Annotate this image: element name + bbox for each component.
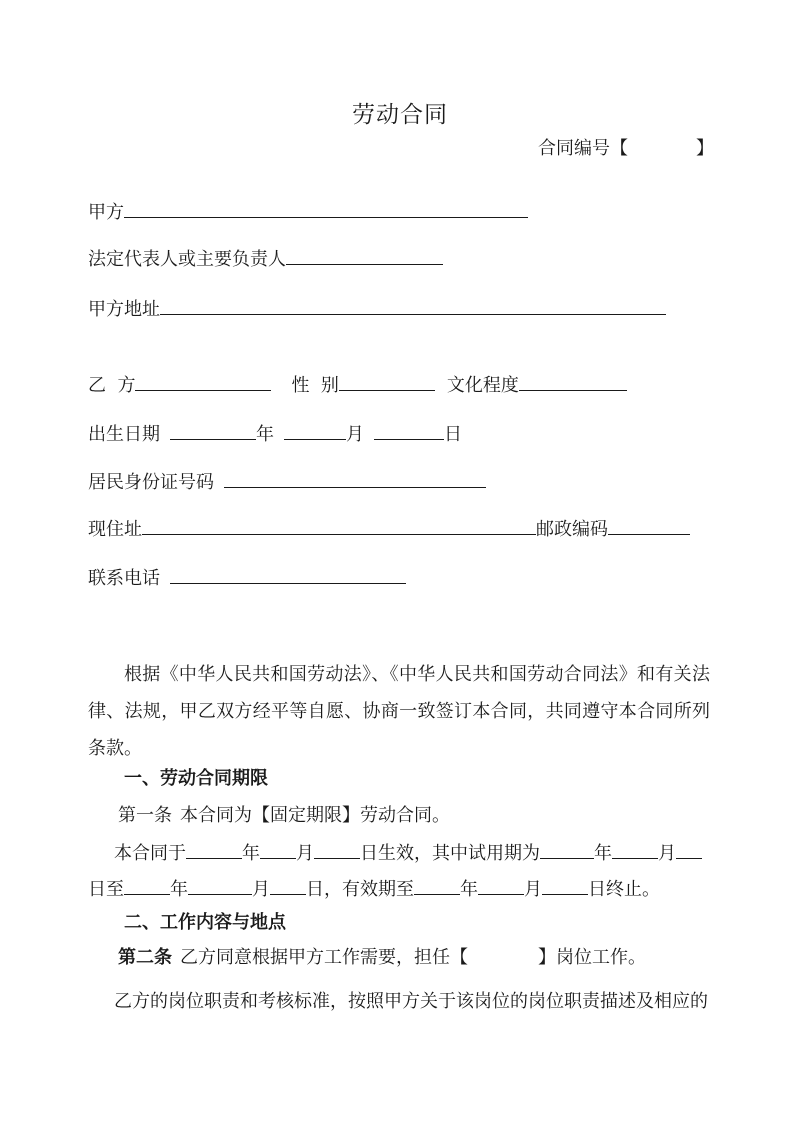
id-number-label: 居民身份证号码	[88, 472, 214, 493]
article2-label: 第二条	[118, 947, 172, 968]
party-a-name-blank[interactable]	[124, 199, 528, 218]
party-b-address-row	[88, 516, 690, 542]
contract-number	[538, 137, 714, 161]
birth-year-blank[interactable]	[170, 421, 256, 440]
period-end-text: 日终止。	[588, 879, 660, 900]
duty-text: 乙方的岗位职责和考核标准，按照甲方关于该岗位的岗位职责描述及相应的	[114, 991, 708, 1012]
start-month-blank[interactable]	[260, 840, 296, 859]
birth-month-blank[interactable]	[284, 421, 346, 440]
birth-date-label: 出生日期	[88, 424, 160, 445]
id-number-row	[88, 469, 486, 495]
probation-month-blank[interactable]	[612, 840, 658, 859]
contract-number-close: 】	[696, 138, 714, 159]
period-line-2	[88, 876, 660, 902]
section1-heading: 一、劳动合同期限	[124, 768, 268, 789]
id-number-blank[interactable]	[224, 469, 486, 488]
phone-row	[88, 565, 406, 591]
probation-end-year-blank[interactable]	[124, 876, 170, 895]
contract-number-label: 合同编号【	[538, 138, 628, 159]
party-a-address-label: 甲方地址	[88, 299, 160, 320]
end-month-blank[interactable]	[478, 876, 524, 895]
party-a-rep-row	[88, 246, 443, 272]
start-year-label: 年	[242, 843, 260, 864]
party-b-row	[88, 372, 627, 398]
party-a-rep-label: 法定代表人或主要负责人	[88, 249, 286, 270]
party-b-address-blank[interactable]	[142, 516, 536, 535]
start-year-blank[interactable]	[186, 840, 242, 859]
birth-day-label: 日	[444, 424, 462, 445]
article1-label: 第一条	[118, 805, 172, 826]
probation-end-month-blank[interactable]	[188, 876, 252, 895]
page-title: 劳动合同	[352, 102, 448, 128]
article2	[118, 946, 646, 970]
party-b-address-label: 现住址	[88, 519, 142, 540]
probation-month-label: 月	[658, 843, 676, 864]
party-b-education-label: 文化程度	[446, 375, 519, 396]
period-line-1	[114, 840, 702, 866]
period-prefix: 本合同于	[114, 843, 186, 864]
party-b-gender-label: 性 别	[291, 375, 339, 396]
party-a-name-label: 甲方	[88, 202, 124, 223]
start-month-label: 月	[296, 843, 314, 864]
party-b-gender-blank[interactable]	[339, 372, 435, 391]
phone-label: 联系电话	[88, 568, 160, 589]
party-a-address-row	[88, 296, 666, 322]
article2-text-a: 乙方同意根据甲方工作需要，担任【	[180, 947, 468, 968]
probation-end-day-blank[interactable]	[270, 876, 306, 895]
period-to-text: 日至	[88, 879, 124, 900]
party-a-name-row	[88, 199, 528, 225]
party-b-name-label: 乙 方	[88, 375, 136, 396]
birth-month-label: 月	[346, 424, 364, 445]
phone-blank[interactable]	[170, 565, 406, 584]
party-a-rep-blank[interactable]	[286, 246, 443, 265]
end-year-label: 年	[460, 879, 478, 900]
birth-day-blank[interactable]	[374, 421, 444, 440]
end-day-blank[interactable]	[542, 876, 588, 895]
birth-year-label: 年	[256, 424, 274, 445]
start-day-blank[interactable]	[314, 840, 360, 859]
section2-heading: 二、工作内容与地点	[124, 912, 286, 933]
birth-date-row	[88, 421, 462, 447]
party-b-education-blank[interactable]	[519, 372, 627, 391]
end-month-label: 月	[524, 879, 542, 900]
postcode-blank[interactable]	[608, 516, 690, 535]
probation-day-blank[interactable]	[676, 840, 702, 859]
postcode-label: 邮政编码	[536, 519, 608, 540]
party-a-address-blank[interactable]	[160, 296, 666, 315]
article1-text: 本合同为【固定期限】劳动合同。	[180, 805, 450, 826]
party-b-name-blank[interactable]	[135, 372, 271, 391]
probation-end-month-label: 月	[252, 879, 270, 900]
probation-year-label: 年	[594, 843, 612, 864]
article1	[118, 804, 450, 828]
probation-year-blank[interactable]	[540, 840, 594, 859]
intro-paragraph: 根据《中华人民共和国劳动法》、《中华人民共和国劳动合同法》和有关法律、法规，甲乙双方经平等自愿、协商一致签订本合同，共同遵守本合同所列条款。	[88, 664, 710, 759]
period-valid-text: 日，有效期至	[306, 879, 414, 900]
period-effective-text: 日生效，其中试用期为	[360, 843, 540, 864]
probation-end-year-label: 年	[170, 879, 188, 900]
end-year-blank[interactable]	[414, 876, 460, 895]
article2-text-b: 】岗位工作。	[538, 947, 646, 968]
